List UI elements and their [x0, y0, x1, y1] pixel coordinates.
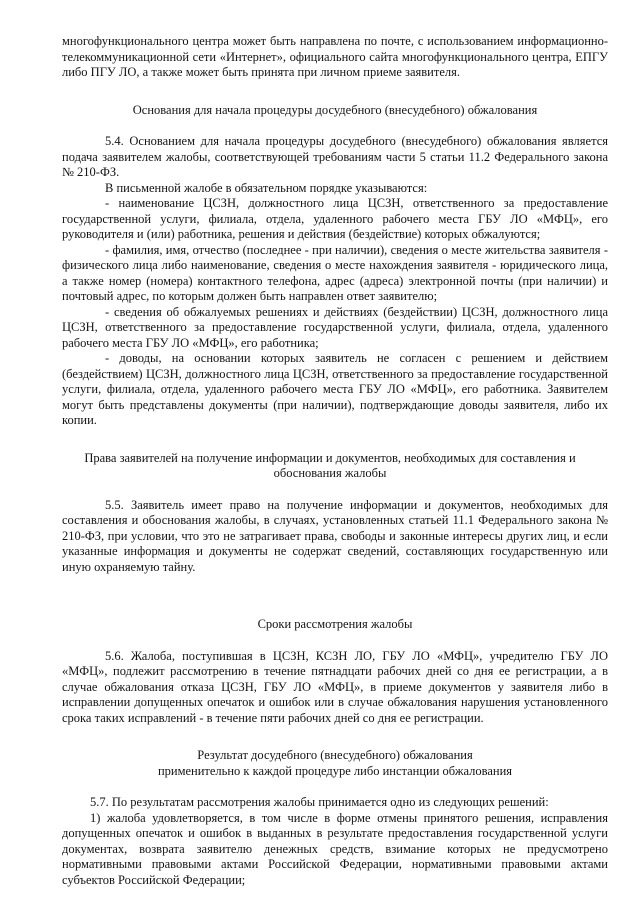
paragraph-5-4-item-3: - сведения об обжалуемых решениях и действиях (бездействии) ЦСЗН, должностного лица ЦСЗН, ответственного за предоставление государственной услуги, филиала, отдела, удаленного рабочего места ГБУ ЛО «МФЦ», его работника;: [62, 304, 608, 350]
paragraph-5-4-item-1: - наименование ЦСЗН, должностного лица ЦСЗН, ответственного за предоставление государственной услуги, филиала, отдела, удаленного рабочего места ГБУ ЛО «МФЦ», его руководителя и (или) работника, решения и действия (бездействие) которых обжалуются;: [62, 196, 608, 241]
paragraph-5-7-item-1: 1) жалоба удовлетворяется, в том числе в форме отмены принятого решения, исправления допущенных опечаток и ошибок в выданных в результате предоставления государственной услуги документах, возврата заявителю денежных средств, взимание которых не предусмотрено нормативными правовыми актами Российской Федерации, нормативными правовыми актами субъектов Российской Федерации;: [62, 810, 608, 887]
heading-result-line-1: Результат досудебного (внесудебного) обжалования: [197, 748, 473, 762]
paragraph-5-7: 5.7. По результатам рассмотрения жалобы принимается одно из следующих решений:: [90, 795, 549, 809]
paragraph-5-5: 5.5. Заявитель имеет право на получение информации и документов, необходимых для составления и обоснования жалобы, в случаях, установленных статьей 11.1 Федерального закона № 210-ФЗ, при условии, что это не затрагивает права, свободы и законные интересы других лиц, и если указанные информация и документы не содержат сведений, составляющих государственную или иную охраняемую тайну.: [62, 497, 608, 574]
paragraph-5-4-list-intro: В письменной жалобе в обязательном порядке указываются:: [105, 180, 428, 195]
paragraph-5-4: 5.4. Основанием для начала процедуры досудебного (внесудебного) обжалования является подача заявителем жалобы, соответствующей требованиям части 5 статьи 11.2 Федерального закона № 210-ФЗ.: [62, 134, 608, 179]
heading-rights: [40, 451, 620, 482]
paragraph-5-4-item-2: - фамилия, имя, отчество (последнее - при наличии), сведения о месте жительства заявителя - физического лица либо наименование, сведения о месте нахождения заявителя - юридического лица, а также номер (номера) контактного телефона, адрес (адреса) электронной почты (при наличии) и почтовый адрес, по которым должен быть направлен ответ заявителю;: [62, 242, 608, 303]
heading-result: [62, 748, 608, 779]
heading-grounds: Основания для начала процедуры досудебного (внесудебного) обжалования: [132, 102, 538, 117]
heading-terms: Сроки рассмотрения жалобы: [257, 617, 413, 631]
intro-paragraph: многофункционального центра может быть направлена по почте, с использованием информационно-телекоммуникационной сети «Интернет», официального сайта многофункционального центра, ЕПГУ либо ПГУ ЛО, а также может быть принята при личном приеме заявителя.: [62, 34, 608, 79]
heading-result-line-2: применительно к каждой процедуре либо инстанции обжалования: [157, 763, 513, 778]
paragraph-5-4-item-4: - доводы, на основании которых заявитель не согласен с решением и действием (бездействием) ЦСЗН, должностного лица ЦСЗН, ответственного за предоставление государственной услуги, филиала, отдела, удаленного рабочего места ГБУ ЛО «МФЦ», его работника. Заявителем могут быть представлены документы (при наличии), подтверждающие доводы заявителя, либо их копии.: [62, 351, 608, 427]
heading-rights-line-1: Права заявителей на получение информации и документов, необходимых для составления и: [84, 450, 576, 465]
heading-rights-line-2: обоснования жалобы: [273, 466, 387, 480]
paragraph-5-6: 5.6. Жалоба, поступившая в ЦСЗН, КСЗН ЛО, ГБУ ЛО «МФЦ», учредителю ГБУ ЛО «МФЦ», подлежит рассмотрению в течение пятнадцати рабочих дней со дня ее регистрации, а в случае обжалования отказа ЦСЗН, ГБУ ЛО «МФЦ», в приеме документов у заявителя либо в исправлении допущенных опечаток и ошибок или в случае обжалования нарушения установленного срока таких исправлений - в течение пяти рабочих дней со дня ее регистрации.: [62, 648, 608, 725]
